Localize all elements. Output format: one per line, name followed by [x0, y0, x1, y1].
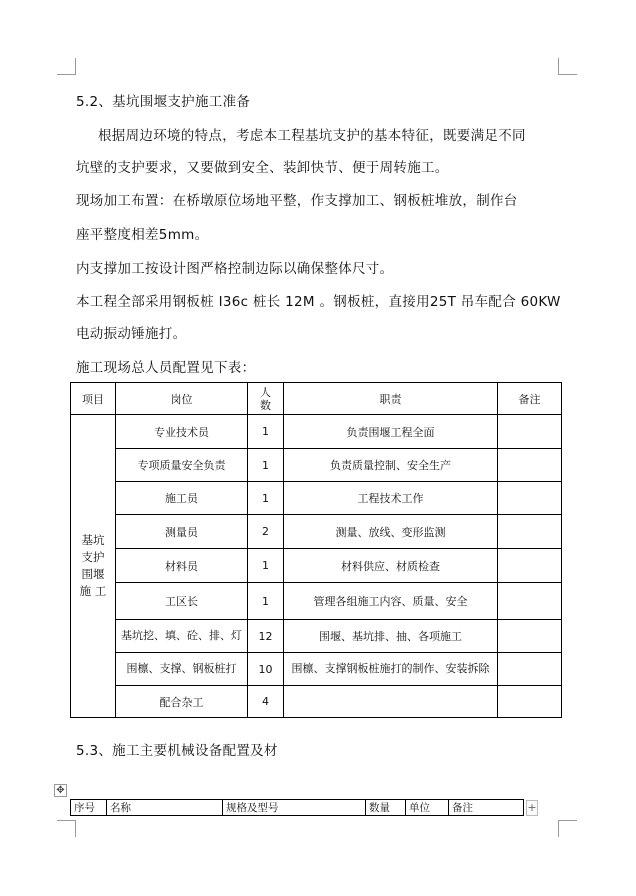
count-cell: 2	[248, 515, 284, 549]
note-cell	[498, 515, 562, 549]
count-cell: 12	[248, 620, 284, 653]
note-cell	[498, 620, 562, 653]
duty-cell: 负责围堰工程全面	[284, 415, 498, 449]
post-cell: 专业技术员	[116, 415, 248, 449]
paragraph-line: 电动振动锤施打。	[76, 326, 187, 342]
duty-cell: 管理各组施工内容、质量、安全	[284, 583, 498, 620]
count-cell: 1	[248, 549, 284, 583]
staff-allocation-table	[70, 382, 562, 718]
duty-cell: 围檩、支撑钢板桩施打的制作、安装拆除	[284, 653, 498, 686]
note-cell	[498, 583, 562, 620]
project-name-cell	[71, 415, 116, 718]
header-duty: 职责	[284, 383, 498, 415]
header-note: 备注	[498, 383, 562, 415]
crop-mark-top-right	[558, 58, 577, 75]
table-header-row	[71, 800, 524, 816]
header-project: 项目	[71, 383, 116, 415]
project-name-line: 基坑	[81, 533, 105, 547]
count-cell: 1	[248, 449, 284, 482]
paragraph-line: 内支撑加工按设计图严格控制边际以确保整体尺寸。	[76, 261, 394, 277]
table-row	[71, 515, 562, 549]
table-row	[71, 583, 562, 620]
plus-icon[interactable]: +	[527, 801, 537, 814]
count-cell: 4	[248, 686, 284, 718]
project-name-line: 施 工	[79, 584, 107, 598]
duty-cell: 负责质量控制、安全生产	[284, 449, 498, 482]
duty-cell: 材料供应、材质检查	[284, 549, 498, 583]
header-quantity: 数量	[366, 800, 406, 816]
paragraph-line: 坑壁的支护要求，又要做到安全、装卸快节、便于周转施工。	[76, 160, 449, 176]
table-header-row	[71, 383, 562, 415]
post-cell: 施工员	[116, 482, 248, 515]
note-cell	[498, 415, 562, 449]
note-cell	[498, 686, 562, 718]
header-serial: 序号	[71, 800, 107, 816]
move-arrows-icon[interactable]: ✥	[54, 784, 67, 797]
duty-cell: 工程技术工作	[284, 482, 498, 515]
header-unit: 单位	[406, 800, 449, 816]
post-cell: 工区长	[116, 583, 248, 620]
section-heading-5-2: 5.2、基坑围堰支护施工准备	[76, 94, 251, 110]
duty-cell: 围堰、基坑排、抽、各项施工	[284, 620, 498, 653]
table-row	[71, 482, 562, 515]
count-cell: 1	[248, 583, 284, 620]
header-remark: 备注	[449, 800, 524, 816]
count-cell: 10	[248, 653, 284, 686]
table-row	[71, 415, 562, 449]
post-cell: 基坑挖、填、砼、排、灯	[116, 620, 248, 653]
paragraph-line: 施工现场总人员配置见下表：	[76, 360, 256, 376]
paragraph-line: 根据周边环境的特点，考虑本工程基坑支护的基本特征，既要满足不同	[98, 128, 526, 144]
paragraph-line: 本工程全部采用钢板桩 I36c 桩长 12M 。钢板桩，直接用25T 吊车配合 60KW	[76, 294, 561, 310]
post-cell: 配合杂工	[116, 686, 248, 718]
post-cell: 专项质量安全负责	[116, 449, 248, 482]
note-cell	[498, 549, 562, 583]
note-cell	[498, 653, 562, 686]
crop-mark-bottom-right	[558, 820, 577, 837]
paragraph-line: 座平整度相差5mm。	[76, 227, 209, 243]
post-cell: 材料员	[116, 549, 248, 583]
post-cell: 测量员	[116, 515, 248, 549]
table-row	[71, 653, 562, 686]
note-cell	[498, 449, 562, 482]
table-row	[71, 549, 562, 583]
header-name: 名称	[107, 800, 223, 816]
paragraph-line: 现场加工布置：在桥墩原位场地平整，作支撑加工、钢板桩堆放，制作台	[76, 193, 518, 209]
duty-cell	[284, 686, 498, 718]
project-name-line: 支护	[81, 550, 105, 564]
table-row	[71, 449, 562, 482]
project-name-line: 围堰	[81, 567, 105, 581]
crop-mark-top-left	[57, 58, 76, 75]
crop-mark-bottom-left	[57, 820, 76, 837]
post-cell: 围檩、支撑、钢板桩打	[116, 653, 248, 686]
duty-cell: 测量、放线、变形监测	[284, 515, 498, 549]
header-spec: 规格及型号	[223, 800, 366, 816]
count-cell: 1	[248, 482, 284, 515]
count-cell: 1	[248, 415, 284, 449]
note-cell	[498, 482, 562, 515]
table-row	[71, 620, 562, 653]
section-heading-5-3: 5.3、施工主要机械设备配置及材	[76, 743, 278, 759]
equipment-table	[70, 799, 524, 816]
header-count: 人数	[248, 383, 284, 415]
header-post: 岗位	[116, 383, 248, 415]
table-row	[71, 686, 562, 718]
